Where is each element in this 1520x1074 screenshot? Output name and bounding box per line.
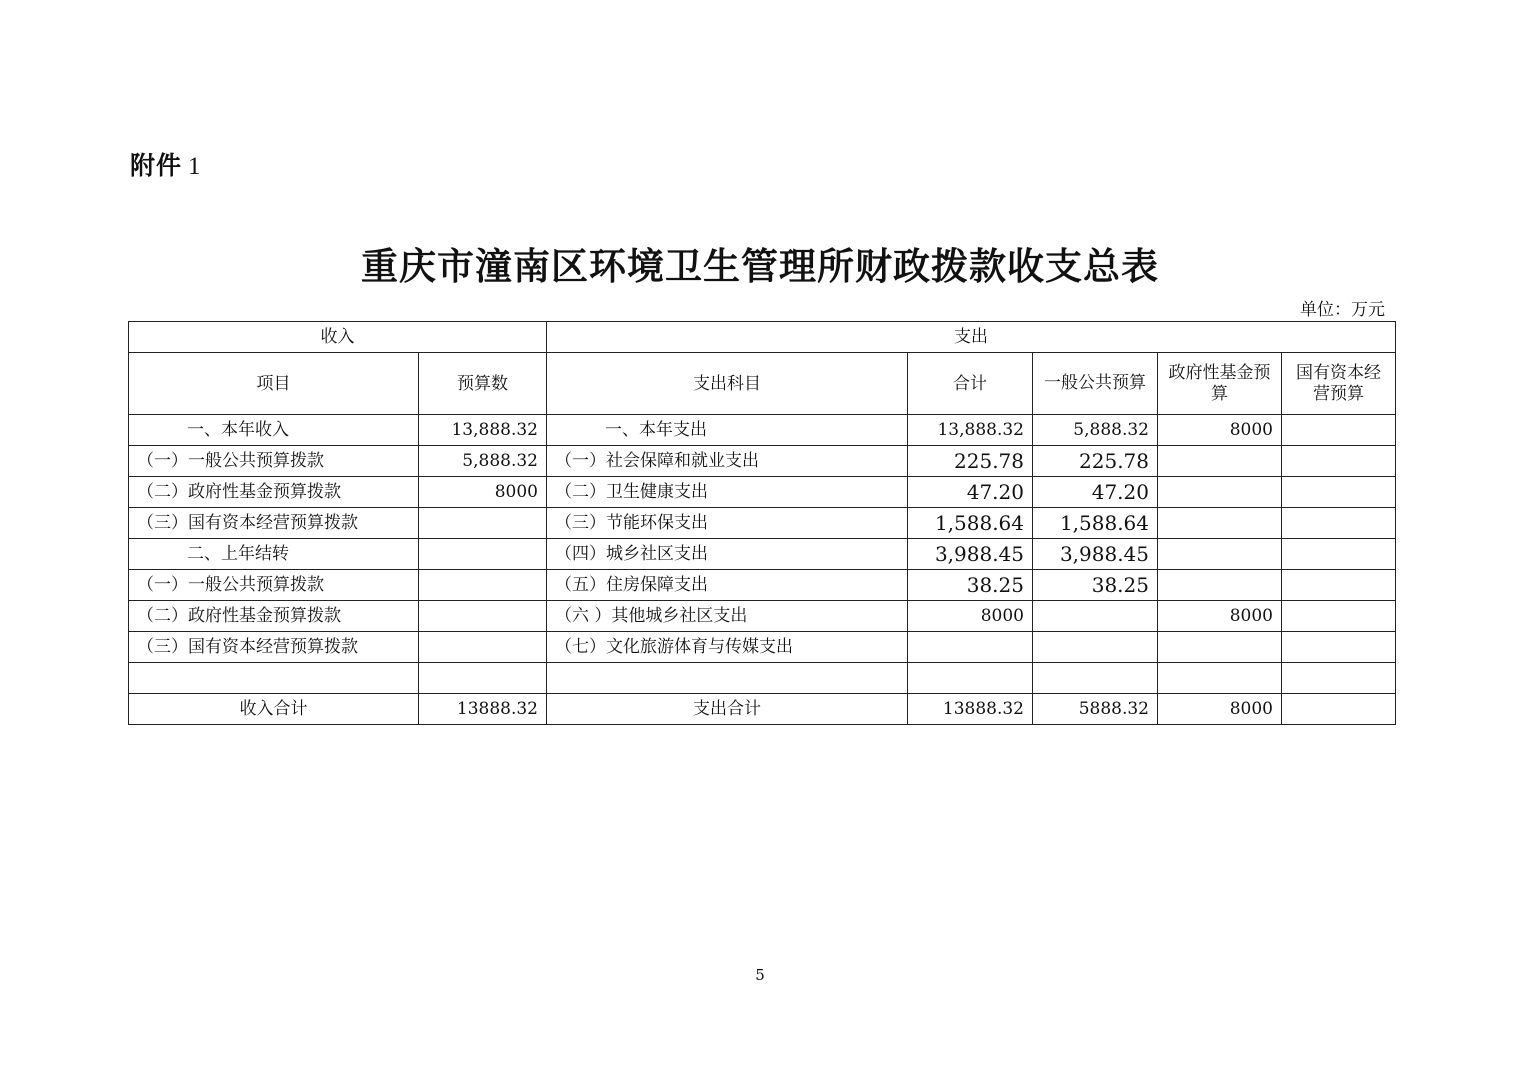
cell-fund bbox=[1158, 446, 1282, 477]
cell-state bbox=[1282, 477, 1396, 508]
table-row bbox=[129, 570, 1396, 601]
cell-subject: （一）社会保障和就业支出 bbox=[547, 446, 908, 477]
total-expense-general: 5888.32 bbox=[1033, 694, 1158, 725]
cell-item: （二）政府性基金预算拨款 bbox=[129, 601, 419, 632]
attachment-number: 1 bbox=[188, 153, 202, 180]
cell-total: 225.78 bbox=[908, 446, 1033, 477]
cell-item: （三）国有资本经营预算拨款 bbox=[129, 632, 419, 663]
table-row bbox=[129, 415, 1396, 446]
cell-budget bbox=[419, 632, 547, 663]
cell-budget bbox=[419, 539, 547, 570]
cell-total: 3,988.45 bbox=[908, 539, 1033, 570]
cell-subject: （三）节能环保支出 bbox=[547, 508, 908, 539]
table-row bbox=[129, 446, 1396, 477]
cell-item: 一、本年收入 bbox=[129, 415, 419, 446]
cell-item: （三）国有资本经营预算拨款 bbox=[129, 508, 419, 539]
cell-general bbox=[1033, 632, 1158, 663]
cell-total: 47.20 bbox=[908, 477, 1033, 508]
cell-state bbox=[1282, 632, 1396, 663]
cell-state bbox=[1282, 663, 1396, 694]
cell-total: 38.25 bbox=[908, 570, 1033, 601]
cell-budget bbox=[419, 601, 547, 632]
header-total: 合计 bbox=[908, 353, 1033, 415]
cell-subject: （二）卫生健康支出 bbox=[547, 477, 908, 508]
cell-fund bbox=[1158, 539, 1282, 570]
cell-general: 225.78 bbox=[1033, 446, 1158, 477]
cell-budget: 8000 bbox=[419, 477, 547, 508]
cell-budget: 13,888.32 bbox=[419, 415, 547, 446]
cell-budget bbox=[419, 570, 547, 601]
cell-item bbox=[129, 663, 419, 694]
expense-group-header: 支出 bbox=[547, 322, 1396, 353]
table-row bbox=[129, 601, 1396, 632]
cell-general bbox=[1033, 601, 1158, 632]
cell-subject: （六 ）其他城乡社区支出 bbox=[547, 601, 908, 632]
cell-fund bbox=[1158, 477, 1282, 508]
cell-state bbox=[1282, 508, 1396, 539]
cell-state bbox=[1282, 415, 1396, 446]
group-header-row bbox=[129, 322, 1396, 353]
page-number: 5 bbox=[755, 966, 765, 984]
cell-general: 5,888.32 bbox=[1033, 415, 1158, 446]
cell-subject: 一、本年支出 bbox=[547, 415, 908, 446]
cell-general: 38.25 bbox=[1033, 570, 1158, 601]
cell-subject: （七）文化旅游体育与传媒支出 bbox=[547, 632, 908, 663]
total-expense-state bbox=[1282, 694, 1396, 725]
attachment-label bbox=[130, 146, 202, 182]
header-state: 国有资本经营预算 bbox=[1282, 353, 1396, 415]
cell-fund: 8000 bbox=[1158, 415, 1282, 446]
budget-table bbox=[128, 321, 1396, 725]
header-general: 一般公共预算 bbox=[1033, 353, 1158, 415]
cell-subject bbox=[547, 663, 908, 694]
cell-total bbox=[908, 632, 1033, 663]
income-group-header: 收入 bbox=[129, 322, 547, 353]
header-budget: 预算数 bbox=[419, 353, 547, 415]
cell-item: （二）政府性基金预算拨款 bbox=[129, 477, 419, 508]
header-fund: 政府性基金预算 bbox=[1158, 353, 1282, 415]
cell-total: 13,888.32 bbox=[908, 415, 1033, 446]
totals-row bbox=[129, 694, 1396, 725]
cell-fund bbox=[1158, 632, 1282, 663]
cell-budget bbox=[419, 663, 547, 694]
table-row bbox=[129, 477, 1396, 508]
cell-state bbox=[1282, 601, 1396, 632]
cell-fund: 8000 bbox=[1158, 601, 1282, 632]
table-row bbox=[129, 632, 1396, 663]
table-row bbox=[129, 663, 1396, 694]
cell-fund bbox=[1158, 663, 1282, 694]
column-header-row bbox=[129, 353, 1396, 415]
attachment-label-text: 附件 bbox=[130, 151, 183, 180]
cell-general: 1,588.64 bbox=[1033, 508, 1158, 539]
cell-fund bbox=[1158, 570, 1282, 601]
page-title: 重庆市潼南区环境卫生管理所财政拨款收支总表 bbox=[361, 244, 1159, 288]
cell-total: 1,588.64 bbox=[908, 508, 1033, 539]
header-item: 项目 bbox=[129, 353, 419, 415]
table-row bbox=[129, 539, 1396, 570]
unit-label: 单位：万元 bbox=[1300, 300, 1385, 320]
cell-state bbox=[1282, 570, 1396, 601]
cell-budget bbox=[419, 508, 547, 539]
cell-subject: （五）住房保障支出 bbox=[547, 570, 908, 601]
cell-item: （一）一般公共预算拨款 bbox=[129, 446, 419, 477]
cell-total bbox=[908, 663, 1033, 694]
table-row bbox=[129, 508, 1396, 539]
cell-state bbox=[1282, 539, 1396, 570]
cell-fund bbox=[1158, 508, 1282, 539]
cell-state bbox=[1282, 446, 1396, 477]
cell-budget: 5,888.32 bbox=[419, 446, 547, 477]
total-income-value: 13888.32 bbox=[419, 694, 547, 725]
cell-general: 47.20 bbox=[1033, 477, 1158, 508]
cell-item: 二、上年结转 bbox=[129, 539, 419, 570]
total-income-label: 收入合计 bbox=[129, 694, 419, 725]
cell-subject: （四）城乡社区支出 bbox=[547, 539, 908, 570]
total-expense-label: 支出合计 bbox=[547, 694, 908, 725]
cell-total: 8000 bbox=[908, 601, 1033, 632]
cell-general: 3,988.45 bbox=[1033, 539, 1158, 570]
total-expense-total: 13888.32 bbox=[908, 694, 1033, 725]
header-subject: 支出科目 bbox=[547, 353, 908, 415]
cell-general bbox=[1033, 663, 1158, 694]
cell-item: （一）一般公共预算拨款 bbox=[129, 570, 419, 601]
total-expense-fund: 8000 bbox=[1158, 694, 1282, 725]
